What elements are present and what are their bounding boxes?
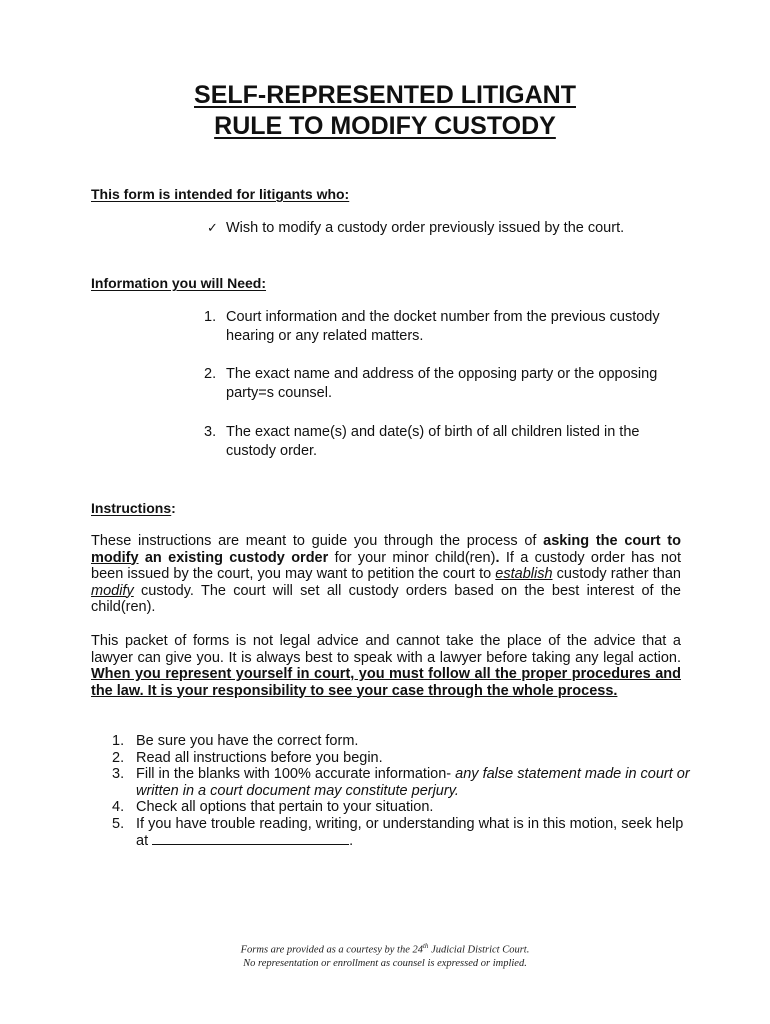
- instructions-steps: [112, 733, 692, 850]
- title-line-2: RULE TO MODIFY CUSTODY: [214, 112, 556, 140]
- intended-item-text: Wish to modify a custody order previously issued by the court.: [226, 220, 625, 236]
- need-item-1: 1. Court information and the docket number from the previous custody hearing or any related matters.: [204, 309, 660, 344]
- intended-item: [207, 219, 677, 238]
- need-heading: Information you will Need:: [91, 275, 267, 291]
- instructions-paragraph-2: This packet of forms is not legal advice and cannot take the place of the advice that a lawyer can give you. It is always best to speak with a lawyer before taking any legal action. When you represent yourself in court, you must follow all the proper procedures and the law. It is your responsibility to see your case through the whole process.: [91, 633, 681, 699]
- need-item-2: 2. The exact name and address of the opposing party or the opposing party=s counsel.: [204, 366, 658, 401]
- intended-heading: This form is intended for litigants who:: [91, 186, 350, 202]
- instructions-heading: Instructions:: [91, 500, 176, 516]
- page-title: [0, 80, 770, 142]
- title-line-1: SELF-REPRESENTED LITIGANT: [194, 81, 576, 109]
- instructions-paragraph-1: These instructions are meant to guide you through the process of asking the court to modify an existing custody order for your minor child(ren). If a custody order has not been issued by the court, you may want to petition the court to establish custody rather than modify custody. The court will set all custody orders based on the best interest of the child(ren).: [91, 533, 681, 615]
- step-item: 2. Read all instructions before you begin.: [112, 749, 383, 766]
- footer-line-2: No representation or enrollment as counsel is expressed or implied.: [243, 957, 527, 969]
- need-item-text: Court information and the docket number from the previous custody hearing or any related matters.: [226, 309, 660, 344]
- need-item-3: 3. The exact name(s) and date(s) of birth of all children listed in the custody order.: [204, 424, 640, 459]
- step-item: 1. Be sure you have the correct form.: [112, 733, 359, 749]
- step-item: 3. Fill in the blanks with 100% accurate information- any false statement made in court or written in a court document may constitute perjury.: [112, 766, 690, 799]
- footer-disclaimer: [0, 940, 770, 970]
- checkmark-icon: ✓: [207, 221, 218, 236]
- footer-line-1: Forms are provided as a courtesy by the 24th Judicial District Court.: [240, 942, 530, 956]
- help-location-blank[interactable]: [152, 832, 349, 845]
- need-item-text: The exact name(s) and date(s) of birth of all children listed in the custody order.: [226, 424, 640, 459]
- step-item: 4. Check all options that pertain to your situation.: [112, 799, 434, 815]
- need-item-text: The exact name and address of the opposing party or the opposing party=s counsel.: [226, 366, 658, 401]
- step-item: 5. If you have trouble reading, writing, or understanding what is in this motion, seek help at .: [112, 815, 684, 849]
